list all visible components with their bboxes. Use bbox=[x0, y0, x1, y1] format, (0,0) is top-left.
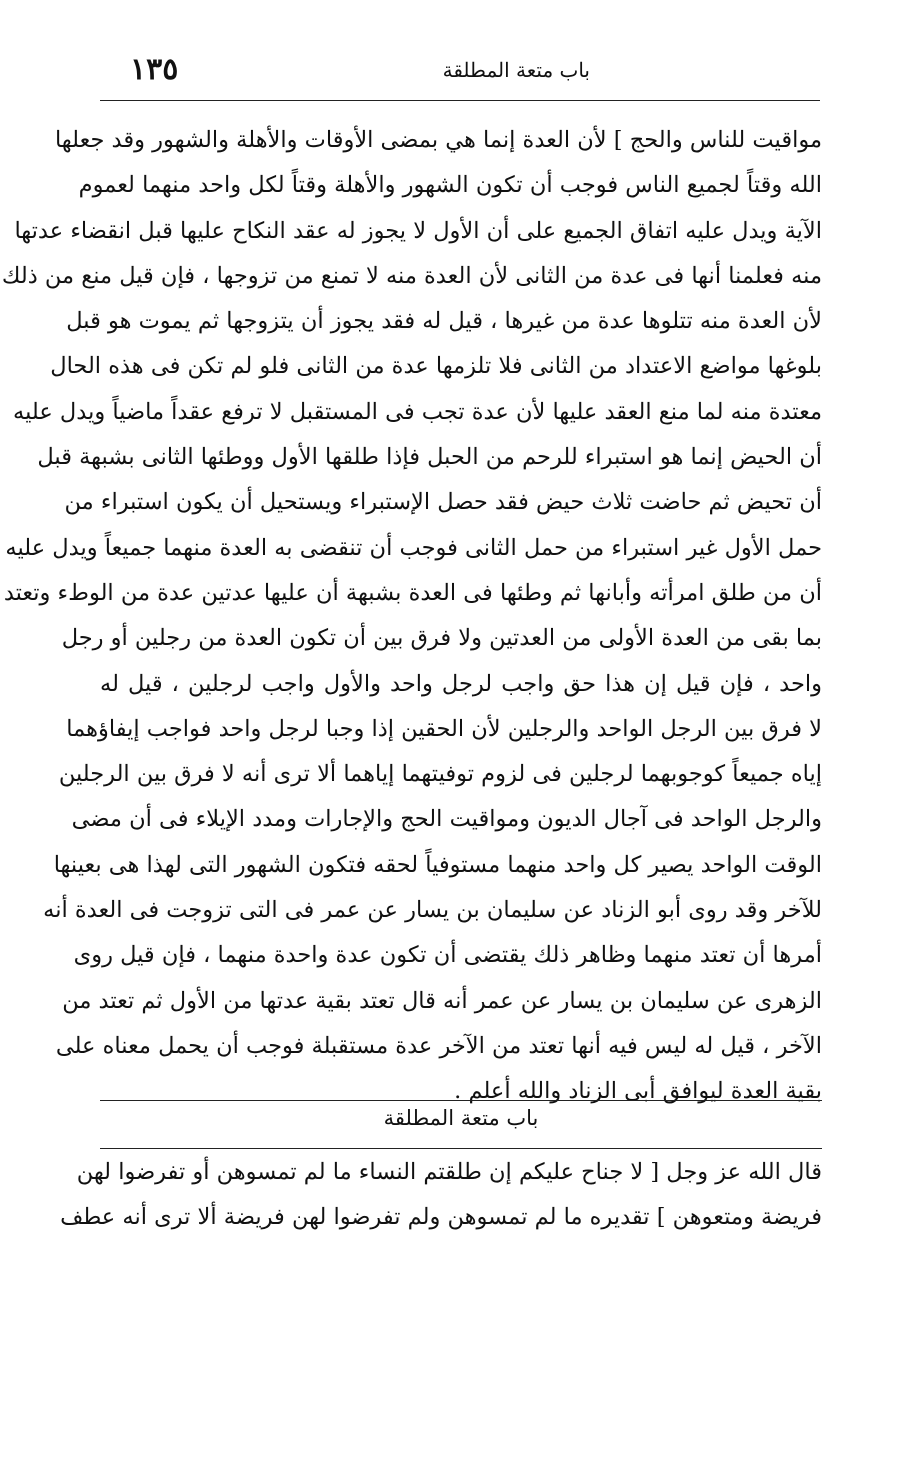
text-line: الوقت الواحد يصير كل واحد منهما مستوفياً لحقه فتكون الشهور التى لهذا هى بعينها bbox=[53, 851, 822, 878]
text-line: أن الحيض إنما هو استبراء للرحم من الحبل فإذا طلقها الأول ووطئها الثانى بشبهة قبل bbox=[37, 444, 822, 471]
text-line: والرجل الواحد فى آجال الديون ومواقيت الحج والإجارات ومدد الإيلاء فى أن مضى bbox=[71, 806, 822, 833]
text-line: بقية العدة ليوافق أبى الزناد والله أعلم . bbox=[454, 1078, 822, 1105]
main-text-block bbox=[1, 118, 822, 1115]
text-line: مواقيت للناس والحج ] لأن العدة إنما هي بمضى الأوقات والأهلة والشهور وقد جعلها bbox=[54, 127, 822, 153]
text-line: أن تحيض ثم حاضت ثلاث حيض فقد حصل الإستبراء ويستحيل أن يكون استبراء من bbox=[64, 489, 822, 516]
section-divider-bottom bbox=[100, 1148, 822, 1149]
page-header bbox=[100, 48, 820, 98]
section-title: باب متعة المطلقة bbox=[383, 1106, 539, 1130]
text-line: أمرها أن تعتد منهما وظاهر ذلك يقتضى أن تكون عدة واحدة منهما ، فإن قيل روى bbox=[73, 942, 822, 969]
text-line: معتدة منه لما منع العقد عليها لأن عدة تجب فى المستقبل لا ترفع عقداً ماضياً ويدل عليه bbox=[13, 398, 822, 425]
text-line: بلوغها مواضع الاعتداد من الثانى فلا تلزمها عدة من الثانى فلو لم تكن فى هذه الحال bbox=[50, 353, 822, 380]
text-line: قال الله عز وجل [ لا جناح عليكم إن طلقتم النساء ما لم تمسوهن أو تفرضوا لهن bbox=[76, 1159, 822, 1185]
section-text-block bbox=[60, 1150, 822, 1241]
text-line: الزهرى عن سليمان بن يسار عن عمر أنه قال تعتد بقية عدتها من الأول ثم تعتد من bbox=[62, 987, 822, 1014]
text-line: فريضة ومتعوهن ] تقديره ما لم تمسوهن ولم تفرضوا لهن فريضة ألا ترى أنه عطف bbox=[60, 1204, 822, 1231]
text-line: إياه جميعاً كوجوبهما لرجلين فى لزوم توفيتهما إياهما ألا ترى أنه لا فرق بين الرجلين bbox=[58, 761, 822, 788]
text-line: للآخر وقد روى أبو الزناد عن سليمان بن يسار عن عمر فى التى تزوجت فى العدة أنه bbox=[43, 897, 822, 924]
text-line: الله وقتاً لجميع الناس فوجب أن تكون الشهور والأهلة وقتاً لكل واحد منهما لعموم bbox=[78, 172, 822, 199]
text-line: حمل الأول غير استبراء من حمل الثانى فوجب أن تنقضى به العدة منهما جميعاً ويدل عليه bbox=[5, 534, 822, 561]
text-line: لأن العدة منه تتلوها عدة من غيرها ، قيل له فقد يجوز أن يتزوجها ثم يموت هو قبل bbox=[66, 308, 822, 335]
text-line: منه فعلمنا أنها فى عدة من الثانى لأن العدة منه لا تمنع من تزوجها ، فإن قيل منع من ذلك bbox=[1, 262, 822, 289]
running-title: باب متعة المطلقة bbox=[442, 58, 590, 82]
text-line: الآخر ، قيل له ليس فيه أنها تعتد من الآخر عدة مستقبلة فوجب أن يحمل معناه على bbox=[55, 1032, 822, 1059]
text-line: الآية ويدل عليه اتفاق الجميع على أن الأول لا يجوز له عقد النكاح عليها قبل انقضاء عدتها bbox=[14, 217, 822, 244]
text-line: واحد ، فإن قيل إن هذا حق واجب لرجل واحد والأول واجب لرجلين ، قيل له bbox=[100, 670, 822, 697]
text-line: بما بقى من العدة الأولى من العدتين ولا فرق بين أن تكون العدة من رجلين أو رجل bbox=[61, 625, 822, 652]
section-divider-top bbox=[100, 1100, 822, 1101]
text-line: لا فرق بين الرجل الواحد والرجلين لأن الحقين إذا وجبا لرجل واحد فواجب إيفاؤهما bbox=[66, 715, 822, 742]
header-rule bbox=[100, 100, 820, 101]
text-line: أن من طلق امرأته وأبانها ثم وطئها فى العدة بشبهة أن عليها عدتين عدة من الوطء وتعتد bbox=[3, 579, 822, 606]
page-number: ١٣٥ bbox=[130, 52, 179, 87]
